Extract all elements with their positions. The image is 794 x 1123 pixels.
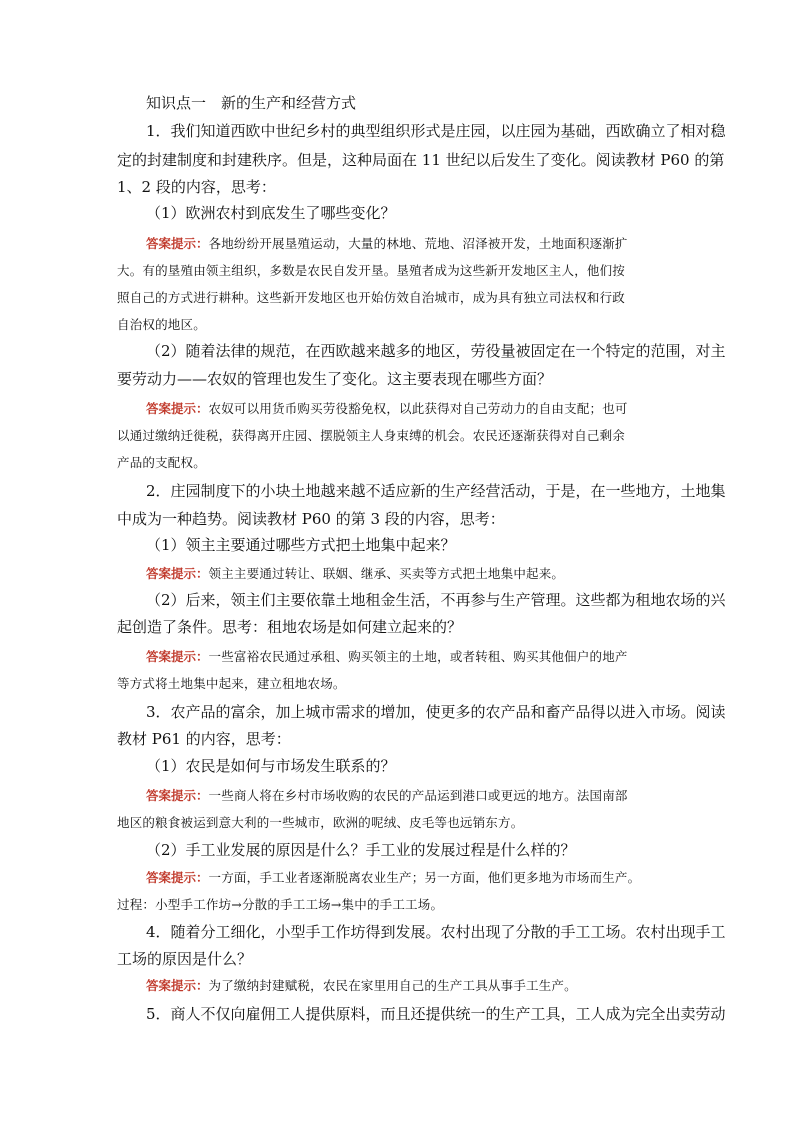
q3-intro-line-2: 教材 P61 的内容，思考： <box>117 730 291 748</box>
q3-sub1-question: （1）农民是如何与市场发生联系的？ <box>146 757 396 775</box>
answer-label: 答案提示： <box>146 788 209 803</box>
q3-sub1-answer-line-1: 答案提示：一些商人将在乡村市场收购的农民的产品运到港口或更远的地方。法国南部 <box>146 788 628 803</box>
q1-sub1-answer-line-2: 大。有的垦殖由领主组织，多数是农民自发开垦。垦殖者成为这些新开发地区主人，他们按 <box>117 263 626 278</box>
q4-question-line-2: 工场的原因是什么？ <box>117 950 253 968</box>
q2-sub2-answer-line-2: 等方式将土地集中起来，建立租地农场。 <box>117 676 346 691</box>
q1-intro-line-2: 定的封建制度和封建秩序。但是，这种局面在 11 世纪以后发生了变化。阅读教材 P60 的第 <box>117 151 725 169</box>
answer-label: 答案提示： <box>146 236 209 251</box>
q1-sub1-answer-line-3: 照自己的方式进行耕种。这些新开发地区也开始仿效自治城市，成为具有独立司法权和行政 <box>117 290 626 305</box>
q2-sub2-question-line-2: 起创造了条件。思考：租地农场是如何建立起来的？ <box>117 618 463 636</box>
q1-sub2-answer-line-3: 产品的支配权。 <box>117 455 206 470</box>
q4-answer: 答案提示：为了缴纳封建赋税，农民在家里用自己的生产工具从事手工生产。 <box>146 978 577 993</box>
q2-sub2-question-line-1: （2）后来，领主们主要依靠土地租金生活，不再参与生产管理。这些都为租地农场的兴 <box>146 591 726 609</box>
q1-sub2-answer-line-1: 答案提示：农奴可以用货币购买劳役豁免权，以此获得对自己劳动力的自由支配；也可 <box>146 401 628 416</box>
answer-label: 答案提示： <box>146 870 209 885</box>
q3-sub1-answer-line-2: 地区的粮食被运到意大利的一些城市，欧洲的呢绒、皮毛等也远销东方。 <box>117 815 524 830</box>
answer-label: 答案提示： <box>146 978 209 993</box>
q4-question-line-1: 4．随着分工细化，小型手工作坊得到发展。农村出现了分散的手工工场。农村出现手工 <box>146 923 726 941</box>
q1-sub2-question-line-1: （2）随着法律的规范，在西欧越来越多的地区，劳役量被固定在一个特定的范围，对主 <box>146 342 726 360</box>
q1-sub1-answer-line-1: 答案提示：各地纷纷开展垦殖运动，大量的林地、荒地、沼泽被开发，土地面积逐渐扩 <box>146 236 628 251</box>
q1-sub1-answer-line-4: 自治权的地区。 <box>117 317 206 332</box>
q3-sub2-answer-line-1: 答案提示：一方面，手工业者逐渐脱离农业生产；另一方面，他们更多地为市场而生产。 <box>146 870 641 885</box>
q1-intro-line-1: 1．我们知道西欧中世纪乡村的典型组织形式是庄园，以庄园为基础，西欧确立了相对稳 <box>146 122 726 140</box>
q1-sub2-answer-line-2: 以通过缴纳迁徙税，获得离开庄园、摆脱领主人身束缚的机会。农民还逐渐获得对自己剩余 <box>117 428 626 443</box>
answer-label: 答案提示： <box>146 649 209 664</box>
q2-intro-line-1: 2．庄园制度下的小块土地越来越不适应新的生产经营活动，于是，在一些地方，土地集 <box>146 482 726 500</box>
q3-sub2-question: （2）手工业发展的原因是什么？手工业的发展过程是什么样的？ <box>146 841 576 859</box>
q1-sub2-question-line-2: 要劳动力——农奴的管理也发生了变化。这主要表现在哪些方面？ <box>117 370 553 388</box>
q2-sub1-question: （1）领主主要通过哪些方式把土地集中起来？ <box>146 536 456 554</box>
q1-intro-line-3: 1、2 段的内容，思考： <box>117 178 276 196</box>
q1-sub1-question: （1）欧洲农村到底发生了哪些变化？ <box>146 204 396 222</box>
answer-label: 答案提示： <box>146 566 209 581</box>
section-title: 知识点一 新的生产和经营方式 <box>146 94 357 112</box>
q2-intro-line-2: 中成为一种趋势。阅读教材 P60 的第 3 段的内容，思考： <box>117 510 505 528</box>
q2-sub2-answer-line-1: 答案提示：一些富裕农民通过承租、购买领主的土地，或者转租、购买其他佃户的地产 <box>146 649 628 664</box>
q2-sub1-answer: 答案提示：领主主要通过转让、联姻、继承、买卖等方式把土地集中起来。 <box>146 566 565 581</box>
q3-intro-line-1: 3．农产品的富余，加上城市需求的增加，使更多的农产品和畜产品得以进入市场。阅读 <box>146 703 726 721</box>
q3-sub2-answer-line-2: 过程：小型手工作坊→分散的手工工场→集中的手工工场。 <box>117 897 444 912</box>
q5-intro-line-1: 5．商人不仅向雇佣工人提供原料，而且还提供统一的生产工具，工人成为完全出卖劳动 <box>146 1005 726 1023</box>
answer-label: 答案提示： <box>146 401 209 416</box>
